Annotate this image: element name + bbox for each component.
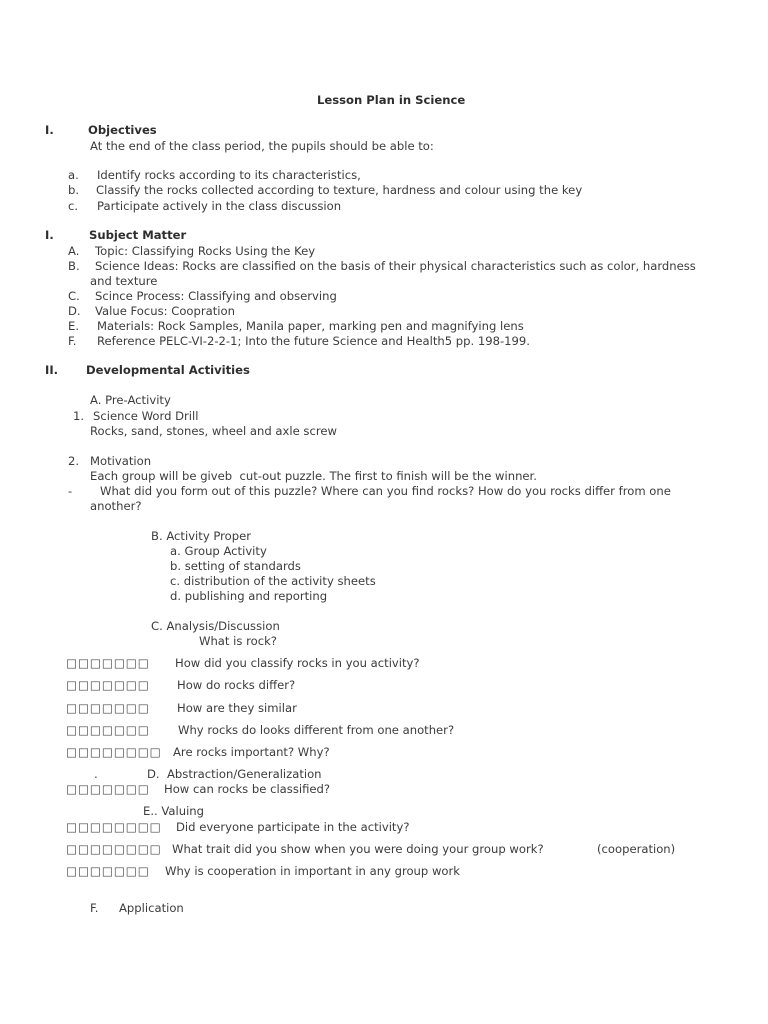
- subject-matter-item: Science Ideas: Rocks are classified on the basis of their physical characteristics such as color, hardness: [95, 259, 696, 273]
- objectives-intro: At the end of the class period, the pupils should be able to:: [90, 139, 434, 153]
- missing-glyph-icons: □□□□□□□□: [66, 842, 162, 856]
- list-marker: F.: [68, 334, 77, 348]
- section-numeral: II.: [45, 363, 59, 377]
- list-marker: 1.: [73, 409, 85, 423]
- discussion-question: Why rocks do looks different from one another?: [178, 723, 455, 737]
- section-numeral: I.: [45, 228, 54, 242]
- question-dash: -: [68, 484, 73, 498]
- discussion-question: How did you classify rocks in you activity?: [175, 656, 420, 670]
- motivation-text: Each group will be giveb cut-out puzzle. The first to finish will be the winner.: [90, 469, 537, 483]
- subject-matter-item: Materials: Rock Samples, Manila paper, marking pen and magnifying lens: [97, 319, 524, 333]
- activity-item: c. distribution of the activity sheets: [170, 574, 376, 588]
- activity-item: d. publishing and reporting: [170, 589, 328, 603]
- list-marker: F.: [90, 901, 99, 915]
- section-heading-subject-matter: Subject Matter: [89, 228, 187, 242]
- list-marker: c.: [68, 199, 79, 213]
- pre-activity-heading: A. Pre-Activity: [90, 393, 171, 407]
- objective-item: Classify the rocks collected according to texture, hardness and colour using the key: [96, 183, 583, 197]
- missing-glyph-icons: □□□□□□□: [66, 723, 150, 737]
- missing-glyph-icons: □□□□□□□: [66, 701, 150, 715]
- stray-dot: .: [94, 767, 98, 781]
- section-heading-objectives: Objectives: [88, 123, 157, 137]
- list-marker: 2.: [68, 454, 80, 468]
- objective-item: Identify rocks according to its characteristics,: [97, 168, 361, 182]
- subject-matter-item: Value Focus: Coopration: [95, 304, 235, 318]
- list-marker: D.: [68, 304, 81, 318]
- activity-proper-heading: B. Activity Proper: [151, 529, 252, 543]
- application-heading: Application: [119, 901, 184, 915]
- activity-item: b. setting of standards: [170, 559, 301, 573]
- discussion-question: Are rocks important? Why?: [173, 745, 330, 759]
- missing-glyph-icons: □□□□□□□□: [66, 820, 162, 834]
- discussion-question: How do rocks differ?: [177, 678, 296, 692]
- motivation-question-continued: another?: [90, 499, 142, 513]
- drill-title: Science Word Drill: [93, 409, 199, 423]
- list-marker: b.: [68, 183, 80, 197]
- discussion-question: How are they similar: [177, 701, 297, 715]
- activity-item: a. Group Activity: [170, 544, 267, 558]
- subject-matter-item: Reference PELC-VI-2-2-1; Into the future Science and Health5 pp. 198-199.: [97, 334, 530, 348]
- missing-glyph-icons: □□□□□□□: [66, 656, 150, 670]
- list-marker: C.: [68, 289, 80, 303]
- abstraction-heading: D. Abstraction/Generalization: [147, 767, 322, 781]
- abstraction-question: How can rocks be classified?: [164, 782, 331, 796]
- drill-words: Rocks, sand, stones, wheel and axle screw: [90, 424, 337, 438]
- missing-glyph-icons: □□□□□□□□: [66, 745, 162, 759]
- subject-matter-item-continued: and texture: [90, 274, 158, 288]
- list-marker: A.: [68, 244, 80, 258]
- page-title: Lesson Plan in Science: [317, 93, 466, 107]
- objective-item: Participate actively in the class discussion: [97, 199, 342, 213]
- analysis-question: What is rock?: [199, 634, 277, 648]
- valuing-answer: (cooperation): [597, 842, 676, 856]
- missing-glyph-icons: □□□□□□□: [66, 864, 150, 878]
- subject-matter-item: Topic: Classifying Rocks Using the Key: [95, 244, 316, 258]
- missing-glyph-icons: □□□□□□□: [66, 678, 150, 692]
- valuing-question: Why is cooperation in important in any group work: [165, 864, 461, 878]
- valuing-question: Did everyone participate in the activity?: [176, 820, 410, 834]
- section-numeral: I.: [45, 123, 54, 137]
- section-heading-developmental-activities: Developmental Activities: [86, 363, 250, 377]
- subject-matter-item: Scince Process: Classifying and observing: [95, 289, 337, 303]
- valuing-heading: E.. Valuing: [143, 804, 205, 818]
- motivation-question: What did you form out of this puzzle? Where can you find rocks? How do you rocks differ from one: [100, 484, 671, 498]
- motivation-title: Motivation: [90, 454, 152, 468]
- list-marker: a.: [68, 168, 79, 182]
- missing-glyph-icons: □□□□□□□: [66, 782, 150, 796]
- list-marker: E.: [68, 319, 80, 333]
- analysis-heading: C. Analysis/Discussion: [151, 619, 280, 633]
- valuing-question: What trait did you show when you were doing your group work?: [172, 842, 544, 856]
- list-marker: B.: [68, 259, 80, 273]
